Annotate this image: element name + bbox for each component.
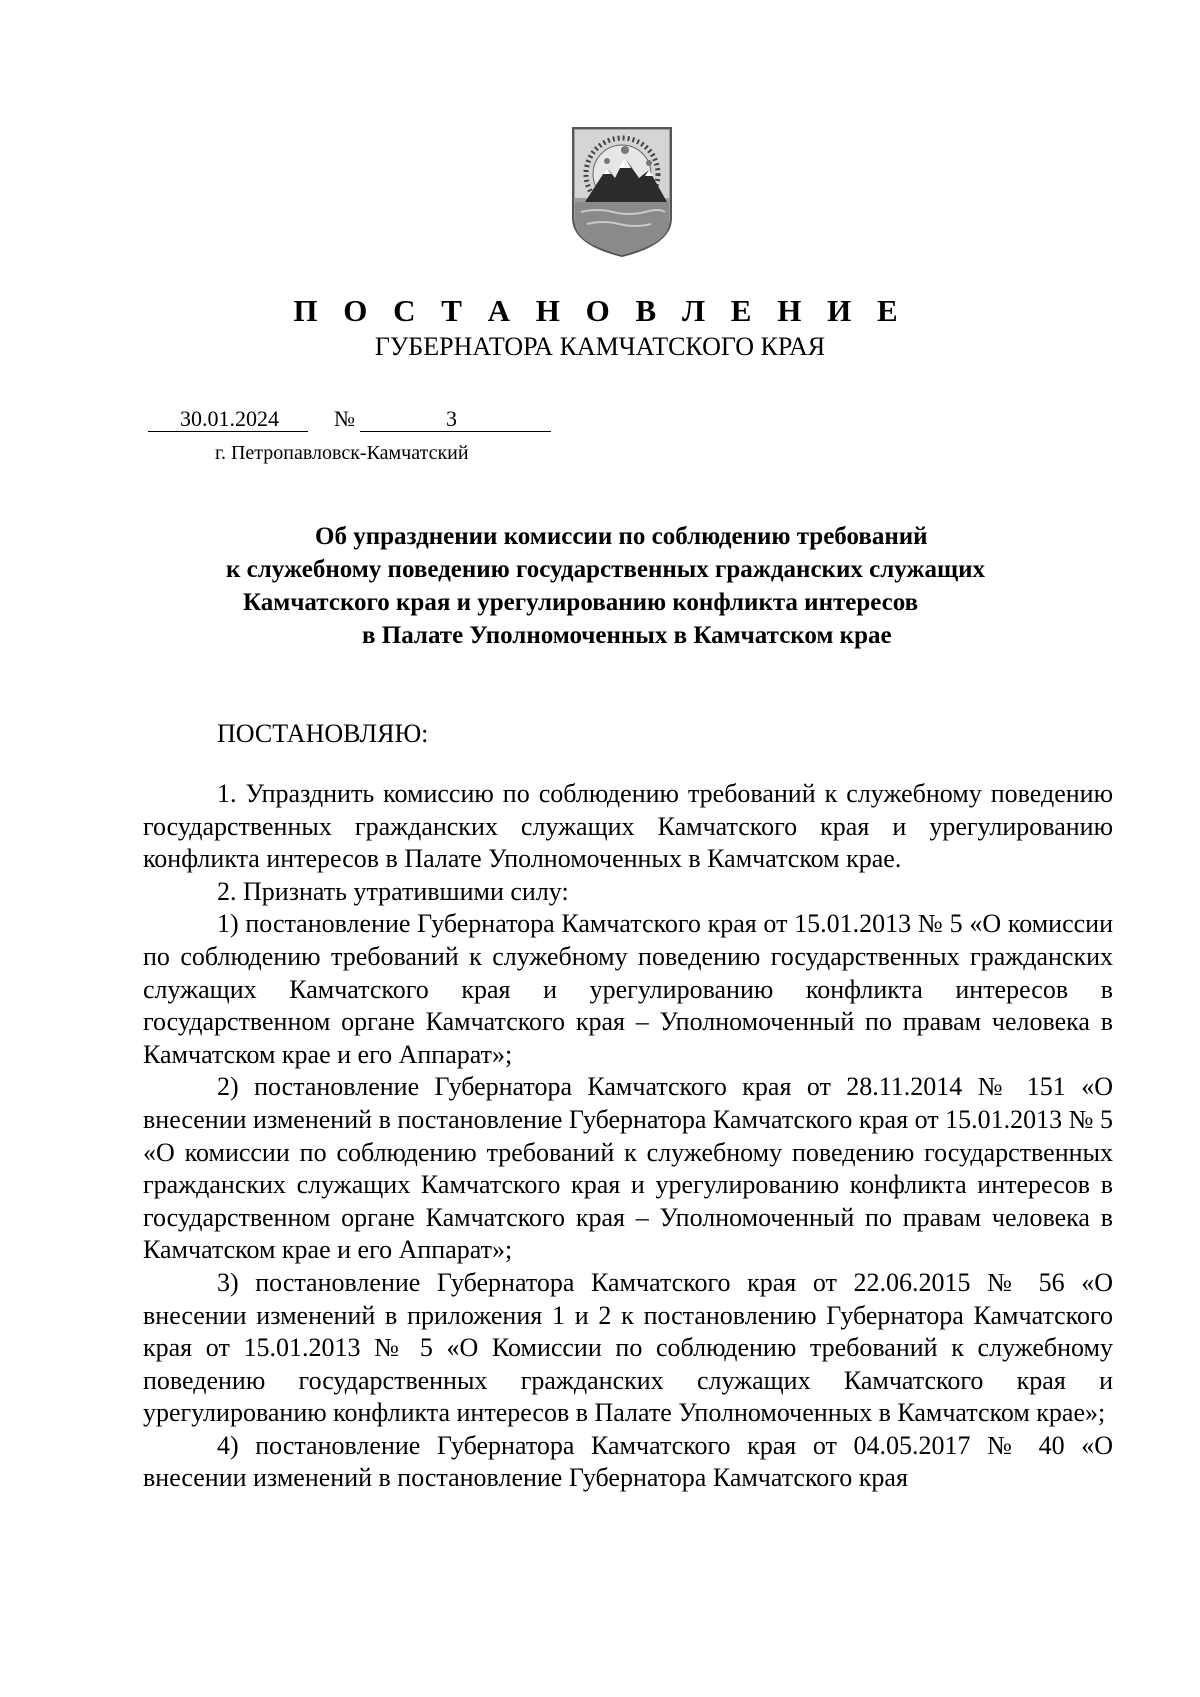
coat-of-arms-icon xyxy=(567,122,677,260)
paragraph: 4) постановление Губернатора Камчатского края от 04.05.2017 № 40 «О внесении изменений в постановление Губернатора Камчатского края xyxy=(143,1430,1113,1493)
paragraph: 3) постановление Губернатора Камчатского края от 22.06.2015 № 56 «О внесении изменений в приложения 1 и 2 к постановлению Губернатора Камчатского края от 15.01.2013 № 5 «О Комиссии по соблюдению требований к служебному поведению государственных гражданских служащих Камчатского края и урегулированию конфликта интересов в Палате Уполномоченных в Камчатском крае»; xyxy=(143,1267,1113,1428)
registration-line xyxy=(148,404,551,434)
document-type-title: П О С Т А Н О В Л Е Н И Е xyxy=(293,293,907,328)
document-number: 3 xyxy=(446,406,457,431)
issue-city: г. Петропавловск-Камчатский xyxy=(215,442,469,464)
document-date: 30.01.2024 xyxy=(180,406,279,431)
number-underline xyxy=(360,431,551,432)
paragraph: 1) постановление Губернатора Камчатского края от 15.01.2013 № 5 «О комиссии по соблюдению требований к служебному поведению государственных гражданских служащих Камчатского края и урегулированию конфликта интересов в государственном органе Камчатского края – Уполномоченный по правам человека в Камчатском крае и его Аппарат»; xyxy=(143,909,1113,1069)
subject-line: Об упразднении комиссии по соблюдению требований xyxy=(315,523,928,550)
document-body xyxy=(143,778,1113,1495)
subject-line: Камчатского края и урегулированию конфликта интересов xyxy=(243,589,919,616)
subject-line: к служебному поведению государственных гражданских служащих xyxy=(226,556,986,583)
decree-word: ПОСТАНОВЛЯЮ: xyxy=(217,719,429,748)
subject-line: в Палате Уполномоченных в Камчатском крае xyxy=(362,622,892,649)
number-sign: № xyxy=(334,406,355,431)
issuer-title: ГУБЕРНАТОРА КАМЧАТСКОГО КРАЯ xyxy=(374,332,826,361)
date-underline xyxy=(148,431,308,432)
paragraph: 2) постановление Губернатора Камчатского края от 28.11.2014 № 151 «О внесении изменений в постановление Губернатора Камчатского края от 15.01.2013 № 5 «О комиссии по соблюдению требований к служебному поведению государственных гражданских служащих Камчатского края и урегулированию конфликта интересов в государственном органе Камчатского края – Уполномоченный по правам человека в Камчатском крае и его Аппарат»; xyxy=(143,1072,1113,1265)
document-subject xyxy=(140,520,1100,652)
paragraph: 2. Признать утратившими силу: xyxy=(217,876,569,906)
paragraph: 1. Упразднить комиссию по соблюдению требований к служебному поведению государственных гражданских служащих Камчатского края и урегулированию конфликта интересов в Палате Уполномоченных в Камчатском крае. xyxy=(143,779,1113,874)
